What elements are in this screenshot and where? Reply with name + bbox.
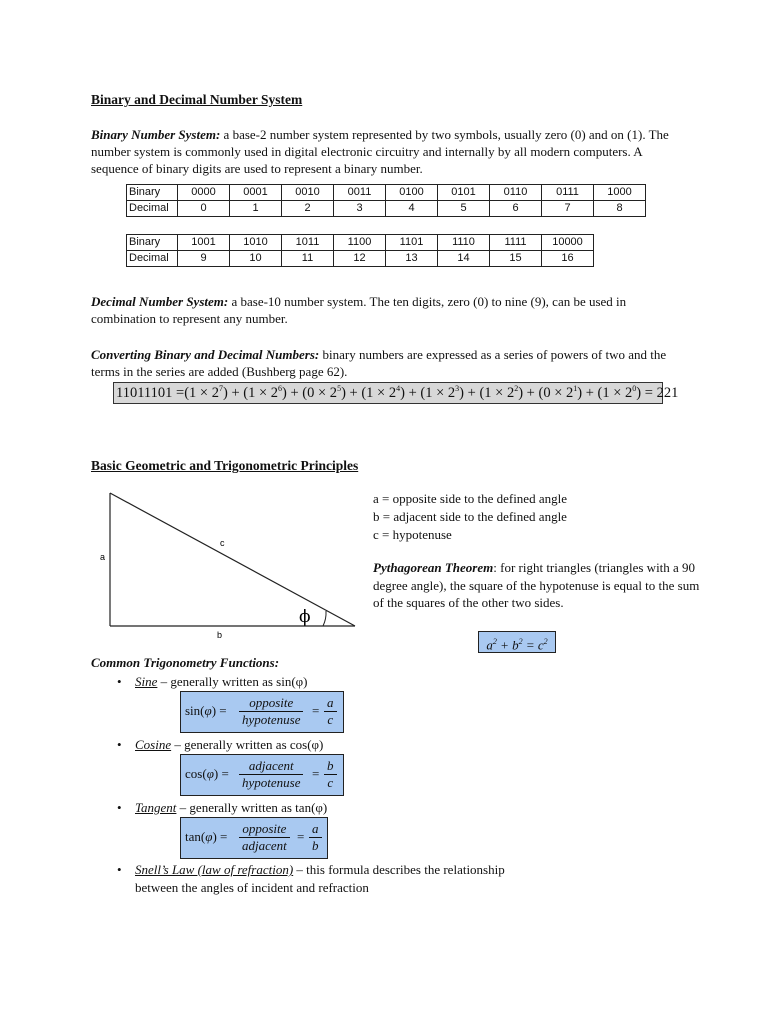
table-cell: 1110 xyxy=(438,235,490,251)
table-cell: 7 xyxy=(542,201,594,217)
table-cell: 0101 xyxy=(438,185,490,201)
table-cell: 15 xyxy=(490,251,542,267)
row-label-decimal: Decimal xyxy=(127,201,178,217)
equation-result: 221 xyxy=(656,385,679,401)
table-cell: 3 xyxy=(334,201,386,217)
equation-term: $(1 \times 2^3)$ xyxy=(420,384,464,401)
binary-lead: Binary Number System: xyxy=(91,127,221,142)
table-cell: 0110 xyxy=(490,185,542,201)
angle-arc xyxy=(323,611,326,626)
table-cell: 1010 xyxy=(230,235,282,251)
cosine-formula: cos(φ) = adjacent hypotenuse = $\frac{b}{c}$ xyxy=(180,754,344,796)
sine-formula: sin(φ) = opposite hypotenuse = $\frac{a}{c}$ xyxy=(180,691,344,733)
equation-term: $(0 \times 2^1)$ xyxy=(538,384,583,401)
pythagorean-text: : for right triangles (triangles with a 90 degree angle), the square of the hypotenuse is equal to the sum of the squares of the other two sides. xyxy=(373,560,700,610)
binary-text: a base-2 number system represented by two symbols, usually zero (0) and on (1). The number system is commonly used in digital electronic circuitry and internally by all modern computers. A sequence of binary digits are used to represent a binary number. xyxy=(91,127,669,176)
pythagorean-theorem xyxy=(373,559,703,612)
table-cell: 13 xyxy=(386,251,438,267)
equation-lhs: 11011101 xyxy=(116,385,173,401)
side-definitions xyxy=(373,490,567,544)
table-cell: 2 xyxy=(282,201,334,217)
table-cell: 10000 xyxy=(542,235,594,251)
equation-term: $(0 \times 2^5)$ xyxy=(302,384,346,401)
table-cell: 0010 xyxy=(282,185,334,201)
section-heading-geometry: Basic Geometric and Trigonometric Principles xyxy=(91,458,359,473)
trig-functions-title: Common Trigonometry Functions: xyxy=(91,655,280,670)
definition-a: a = opposite side to the defined angle xyxy=(373,491,567,506)
label-a: a xyxy=(100,552,106,562)
table-cell: 6 xyxy=(490,201,542,217)
table-cell: 1011 xyxy=(282,235,334,251)
row-label-decimal: Decimal xyxy=(127,251,178,267)
table-cell: 14 xyxy=(438,251,490,267)
table-cell: 9 xyxy=(178,251,230,267)
list-item-snell xyxy=(135,861,505,897)
label-c: c xyxy=(220,538,225,548)
conversion-lead: Converting Binary and Decimal Numbers: xyxy=(91,347,320,362)
table-cell: 1111 xyxy=(490,235,542,251)
decimal-lead: Decimal Number System: xyxy=(91,294,229,309)
binary-table-1 xyxy=(126,184,646,217)
table-cell: 0011 xyxy=(334,185,386,201)
tangent-name: Tangent xyxy=(135,800,177,815)
table-cell: 1100 xyxy=(334,235,386,251)
angle-phi-label: ϕ xyxy=(299,607,311,627)
table-cell: 0001 xyxy=(230,185,282,201)
list-item-cosine: • Cosine – generally written as cos(φ) xyxy=(117,737,324,752)
pythagorean-lead: Pythagorean Theorem xyxy=(373,560,494,575)
decimal-definition xyxy=(91,293,681,327)
table-cell: 1101 xyxy=(386,235,438,251)
snell-text: – this formula describes the relationship between the angles of incident and refraction xyxy=(135,862,505,895)
table-cell: 12 xyxy=(334,251,386,267)
conversion-text: binary numbers are expressed as a series of powers of two and the terms in the series are added (Bushberg page 62). xyxy=(91,347,667,379)
row-label-binary: Binary xyxy=(127,235,178,251)
table-row xyxy=(127,251,594,267)
table-cell: 0000 xyxy=(178,185,230,201)
table-cell: 1001 xyxy=(178,235,230,251)
table-cell: 11 xyxy=(282,251,334,267)
equation-term: $(1 \times 2^6)$ xyxy=(243,384,287,401)
definition-c: c = hypotenuse xyxy=(373,527,452,542)
conversion-definition xyxy=(91,346,681,380)
snell-name: Snell’s Law (law of refraction) xyxy=(135,862,294,877)
table-row xyxy=(127,235,594,251)
pythagorean-formula: $a^2 + b^2 = c^2$ xyxy=(478,631,556,653)
table-row xyxy=(127,185,646,201)
list-item-tangent: • Tangent – generally written as tan(φ) xyxy=(117,800,328,815)
binary-definition xyxy=(91,126,681,177)
table-cell: 0 xyxy=(178,201,230,217)
binary-table-2 xyxy=(126,234,594,267)
equation-term: $(1 \times 2^7)$ xyxy=(184,384,228,401)
table-cell: 8 xyxy=(594,201,646,217)
sine-name: Sine xyxy=(135,674,158,689)
table-cell: 0111 xyxy=(542,185,594,201)
row-label-binary: Binary xyxy=(127,185,178,201)
list-item-snell-bullet: • xyxy=(117,862,122,877)
equation-term: $(1 \times 2^0)$ xyxy=(597,384,642,401)
cosine-name: Cosine xyxy=(135,737,172,752)
section-heading-binary-decimal: Binary and Decimal Number System xyxy=(91,92,303,107)
table-cell: 1 xyxy=(230,201,282,217)
table-cell: 1000 xyxy=(594,185,646,201)
table-cell: 16 xyxy=(542,251,594,267)
table-cell: 4 xyxy=(386,201,438,217)
side-c-line xyxy=(110,493,355,626)
right-triangle-diagram xyxy=(95,488,360,638)
list-item-sine: • Sine – generally written as sin(φ) xyxy=(117,674,308,689)
decimal-text: a base-10 number system. The ten digits, zero (0) to nine (9), can be used in combination to represent any number. xyxy=(91,294,627,326)
table-cell: 0100 xyxy=(386,185,438,201)
tangent-formula: tan(φ) = opposite adjacent = $\frac{a}{b}$ xyxy=(180,817,328,859)
table-cell: 5 xyxy=(438,201,490,217)
equation-term: $(1 \times 2^2)$ xyxy=(479,384,524,401)
equation-terms: $(1 \times 2^7) + (1 \times 2^6) + (0 \times 2^5) + (1 \times 2^4) + (1 \times 2^3) + (1 \times 2^2) + (0 \times 2^1) + (1 \times 2^0)$ xyxy=(184,384,642,401)
label-b: b xyxy=(217,630,223,640)
table-row xyxy=(127,201,646,217)
binary-expansion-equation: $11011101 =(1 \times 2^7) + (1 \times 2^6) + (0 \times 2^5) + (1 \times 2^4) + (1 \times 2^3) + (1 \times 2^2) + (0 \times 2^1) + (1 \times 2^0) = 221$ xyxy=(113,382,663,404)
equation-term: $(1 \times 2^4)$ xyxy=(361,384,405,401)
definition-b: b = adjacent side to the defined angle xyxy=(373,509,567,524)
table-cell: 10 xyxy=(230,251,282,267)
